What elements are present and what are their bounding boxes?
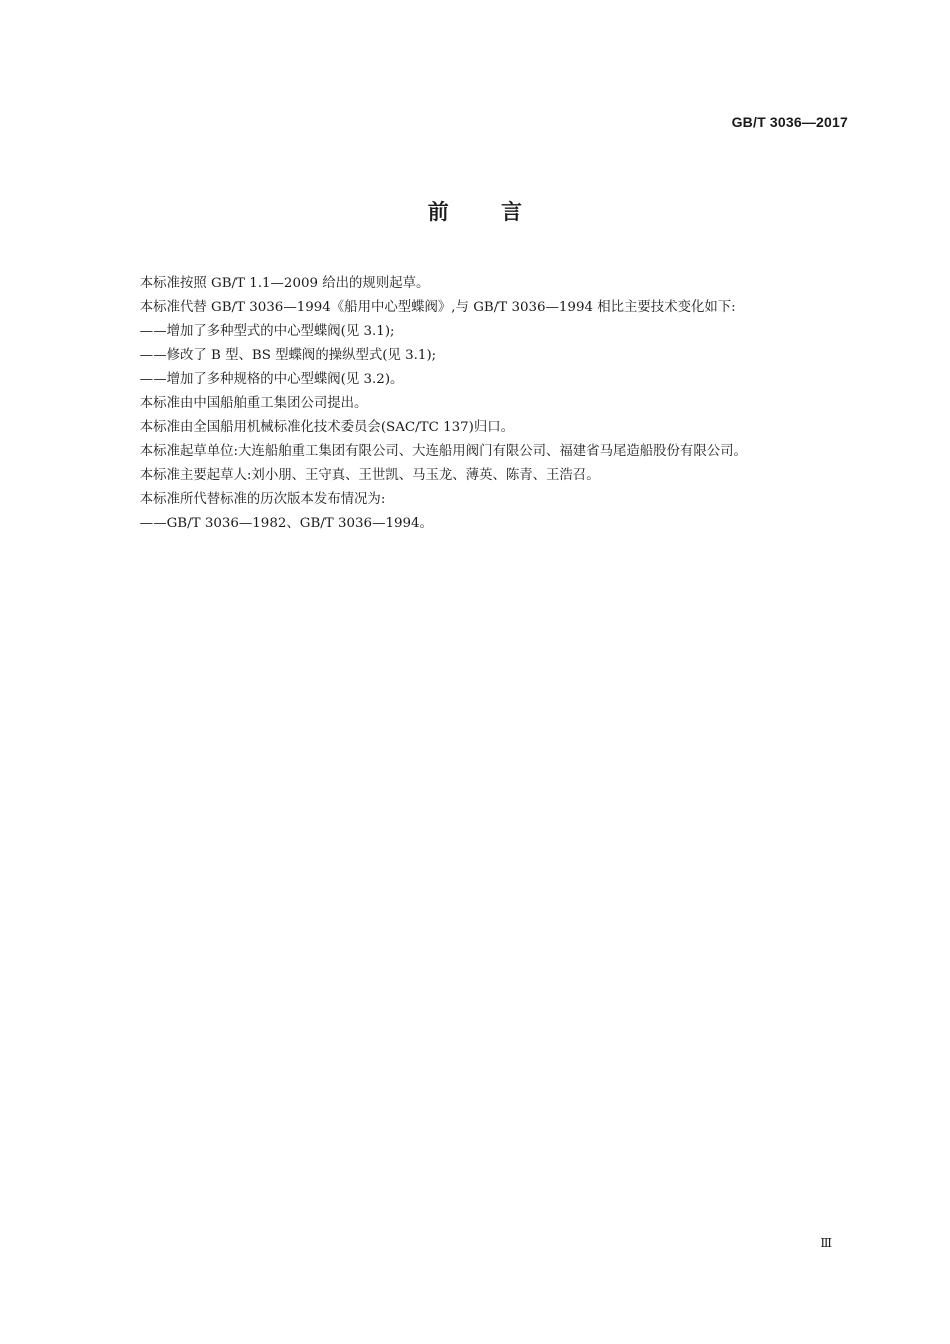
change-item-3: ——增加了多种规格的中心型蝶阀(见 3.2)。 [139, 372, 404, 387]
change-item-2: ——修改了 B 型、BS 型蝶阀的操纵型式(见 3.1); [139, 348, 437, 363]
paragraph-drafting-rules: 本标准按照 GB/T 1.1—2009 给出的规则起草。 [139, 276, 430, 291]
standard-number: GB/T 3036—2017 [731, 114, 848, 130]
paragraph-previous-versions: 本标准所代替标准的历次版本发布情况为: [139, 492, 386, 507]
page-title [0, 196, 950, 226]
page-number: Ⅲ [820, 1236, 832, 1250]
paragraph-replaces: 本标准代替 GB/T 3036—1994《船用中心型蝶阀》,与 GB/T 3036—1994 相比主要技术变化如下: [139, 300, 736, 315]
change-item-1: ——增加了多种型式的中心型蝶阀(见 3.1); [139, 324, 395, 339]
foreword-body [113, 272, 851, 536]
paragraph-drafters: 本标准主要起草人:刘小朋、王守真、王世凯、马玉龙、薄英、陈青、王浩召。 [139, 468, 600, 483]
title-char-1: 前 [427, 200, 449, 224]
title-char-2: 言 [501, 200, 523, 224]
paragraph-drafting-units: 本标准起草单位:大连船舶重工集团有限公司、大连船用阀门有限公司、福建省马尾造船股份有限公司。 [139, 444, 747, 459]
paragraph-proposed-by: 本标准由中国船舶重工集团公司提出。 [139, 396, 368, 411]
paragraph-administered-by: 本标准由全国船用机械标准化技术委员会(SAC/TC 137)归口。 [139, 420, 515, 435]
previous-versions-item: ——GB/T 3036—1982、GB/T 3036—1994。 [139, 516, 433, 531]
